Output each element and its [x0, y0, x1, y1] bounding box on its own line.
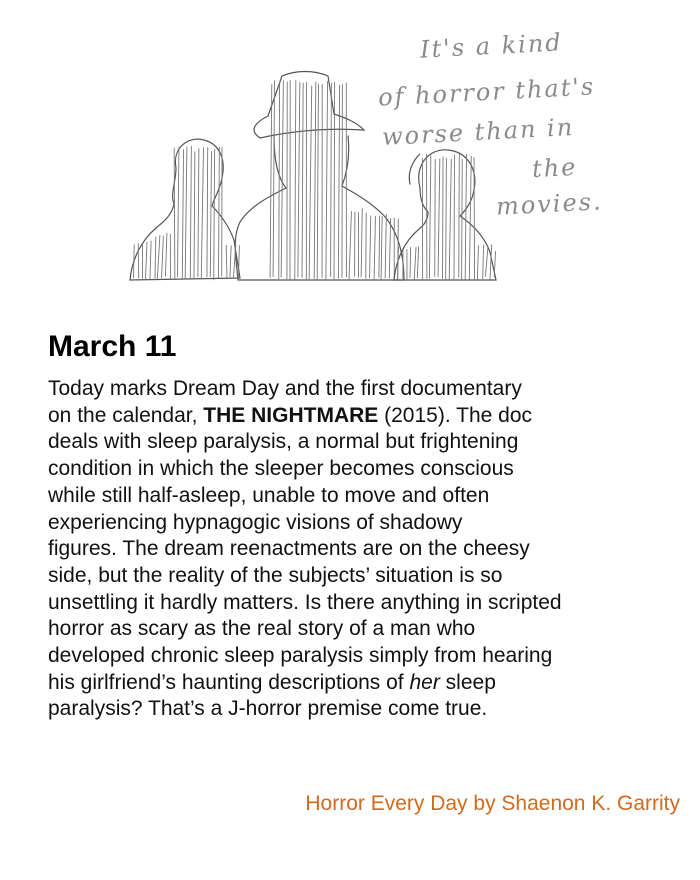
hatch-stroke — [174, 148, 175, 278]
text-segment: Today marks Dream Day and the first documentary — [48, 377, 522, 400]
hatch-stroke — [361, 209, 362, 277]
hatch-stroke — [218, 147, 219, 278]
body-line — [48, 671, 496, 694]
hatch-stroke — [465, 154, 466, 279]
body-line — [48, 617, 475, 640]
text-segment: while still half-asleep, unable to move and often — [48, 483, 490, 507]
text-segment: figures. The dream reenactments are on the cheesy — [48, 537, 530, 561]
hatch-stroke — [162, 236, 164, 278]
hatch-stroke — [438, 159, 440, 277]
hatch-stroke — [414, 247, 416, 279]
body-line — [48, 377, 522, 400]
body-line — [48, 404, 532, 427]
sketch-caption-line-2: of horror that's — [377, 72, 596, 112]
text-segment: his girlfriend’s haunting descriptions of — [48, 670, 410, 694]
hatch-stroke — [477, 246, 478, 279]
text-segment: unsettling it hardly matters. Is there anything in scripted — [48, 590, 562, 614]
hatch-stroke — [201, 148, 203, 279]
hatch-stroke — [338, 85, 339, 278]
hatch-stroke — [214, 149, 215, 280]
hatch-stroke — [326, 81, 328, 279]
hatch-stroke — [483, 245, 484, 279]
text-segment: condition in which the sleeper becomes conscious — [48, 457, 514, 481]
hatch-stroke — [145, 242, 147, 280]
hatch-stroke — [185, 147, 187, 279]
body-line — [48, 430, 518, 453]
hatch-stroke — [462, 159, 463, 279]
text-segment: experiencing hypnagogic visions of shadowy — [48, 510, 463, 534]
hatch-stroke — [410, 248, 411, 278]
hatch-stroke — [385, 214, 386, 277]
hatch-stroke — [138, 243, 139, 278]
entry-body-text — [48, 376, 668, 723]
hatch-stroke — [295, 81, 296, 280]
body-line — [48, 591, 562, 614]
shadow-figures-sketch — [120, 18, 420, 298]
hatch-stroke — [155, 237, 156, 280]
text-segment: developed chronic sleep paralysis simply from hearing — [48, 644, 553, 668]
text-segment: sleep — [439, 670, 496, 694]
hatch-stroke — [381, 216, 382, 279]
hatch-stroke — [210, 152, 211, 277]
hatch-stroke — [234, 245, 236, 277]
hatch-stroke — [157, 235, 160, 278]
hatch-stroke — [474, 157, 475, 279]
hatch-stroke — [281, 81, 283, 277]
hatch-stroke — [449, 159, 451, 279]
hatch-stroke — [270, 84, 272, 277]
hatch-stroke — [446, 158, 447, 279]
hatch-stroke — [198, 149, 199, 277]
text-segment: deals with sleep paralysis, a normal but frightening — [48, 430, 519, 454]
hatch-stroke — [150, 241, 151, 279]
hatch-stroke — [190, 146, 191, 278]
center-figure-hat — [254, 72, 364, 139]
body-line — [48, 457, 514, 480]
hatch-stroke — [177, 147, 178, 276]
center-figure-body — [235, 136, 404, 280]
body-line — [48, 564, 502, 587]
hatch-stroke — [302, 83, 303, 277]
hatch-stroke — [349, 212, 351, 280]
emphasis-text: her — [409, 670, 440, 694]
hatch-stroke — [314, 82, 316, 278]
text-segment: horror as scary as the real story of a man who — [48, 617, 476, 641]
hatch-stroke — [133, 245, 134, 278]
body-line — [48, 697, 487, 720]
hatch-stroke — [334, 82, 335, 278]
hatch-stroke — [165, 233, 166, 276]
film-title: THE NIGHTMARE — [203, 403, 379, 427]
text-segment: side, but the reality of the subjects’ situation is so — [48, 563, 503, 587]
hatch-stroke — [298, 82, 300, 277]
hatch-stroke — [490, 245, 492, 280]
hatch-stroke — [226, 245, 227, 278]
hatch-stroke — [309, 86, 312, 280]
sketch-illustration — [120, 18, 604, 298]
hatch-stroke — [331, 83, 332, 276]
hatch-stroke — [230, 246, 231, 277]
text-segment: on the calendar, — [48, 403, 204, 427]
sketch-caption-line-4: the — [531, 152, 579, 184]
hatch-stroke — [398, 247, 399, 279]
hatch-stroke — [279, 82, 280, 278]
hatch-stroke — [429, 156, 430, 278]
body-line — [48, 537, 530, 560]
hatch-stroke — [182, 150, 183, 279]
text-segment: (2015). The doc — [378, 403, 533, 427]
hatch-stroke — [379, 216, 380, 277]
hatch-stroke — [417, 247, 418, 278]
hatch-stroke — [374, 216, 375, 280]
body-line — [48, 644, 552, 667]
hatch-stroke — [194, 152, 195, 279]
text-segment: paralysis? That’s a J-horror premise come true. — [48, 697, 488, 721]
entry-date-heading: March 11 — [48, 330, 177, 363]
hatch-stroke — [317, 84, 318, 280]
sketch-caption-line-3: worse than in — [381, 112, 575, 152]
hatch-stroke — [273, 81, 274, 277]
sketch-caption-line-1: It's a kind — [419, 28, 564, 64]
hatch-stroke — [469, 156, 471, 279]
author-credit: Horror Every Day by Shaenon K. Garrity — [305, 792, 680, 815]
pencil-hatching — [133, 81, 398, 280]
hatch-stroke — [485, 247, 487, 277]
body-line — [48, 511, 462, 534]
hatch-stroke — [207, 148, 208, 277]
hatch-stroke — [370, 216, 371, 278]
right-figure-sketch — [390, 128, 500, 298]
sketch-caption-line-5: movies. — [495, 187, 604, 221]
hatch-stroke — [459, 154, 460, 277]
body-line — [48, 484, 489, 507]
